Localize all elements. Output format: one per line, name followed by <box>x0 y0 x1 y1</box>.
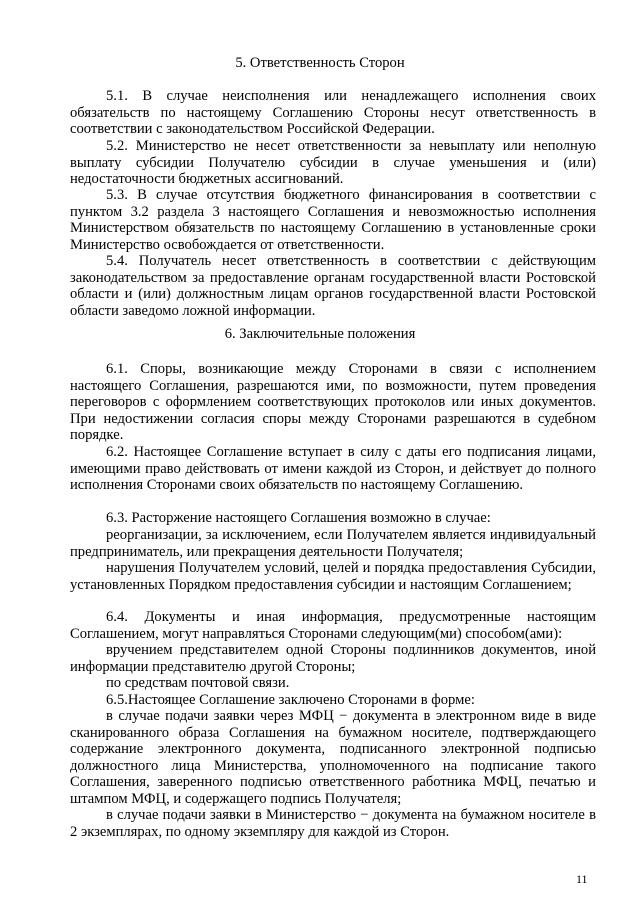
clause-6-4: 6.4. Документы и иная информация, предусмотренные настоящим Соглашением, могут направляться Сторонами следующим(ми) способом(ами): <box>70 609 596 642</box>
clause-5-1: 5.1. В случае неисполнения или ненадлежащего исполнения своих обязательств по настоящему Соглашению Стороны несут ответственность в соответствии с законодательством Российской Федерации. <box>70 88 596 137</box>
clause-6-5: 6.5.Настоящее Соглашение заключено Сторонами в форме: <box>106 692 475 708</box>
clause-6-1: 6.1. Споры, возникающие между Сторонами в связи с исполнением настоящего Соглашения, разрешаются ими, по возможности, путем проведения переговоров с оформлением соответствующих протоколов или иных документов. При недостижении согласия споры между Сторонами разрешаются в судебном порядке. <box>70 361 596 443</box>
clause-6-3: 6.3. Расторжение настоящего Соглашения возможно в случае: <box>106 510 491 526</box>
clause-6-2: 6.2. Настоящее Соглашение вступает в силу с даты его подписания лицами, имеющими право действовать от имени каждой из Сторон, и действует до полного исполнения Сторонами своих обязательств по настоящему Соглашению. <box>70 444 596 493</box>
section-5-heading: 5. Ответственность Сторон <box>235 55 405 71</box>
page-number: 11 <box>576 872 588 886</box>
clause-6-5-item-mfc: в случае подачи заявки через МФЦ − документа в электронном виде в виде сканированного образа Соглашения на бумажном носителе, подтверждающего содержание электронного документа, подписанного электронной подписью должностного лица Министерства, уполномоченного на подписание такого Соглашения, заверенного подписью ответственного работника МФЦ, печатью и штампом МФЦ, и содержащего подпись Получателя; <box>70 708 596 807</box>
clause-5-3: 5.3. В случае отсутствия бюджетного финансирования в соответствии с пунктом 3.2 раздела 3 настоящего Соглашения и невозможностью исполнения Министерством обязательств по настоящему Соглашению в установленные сроки Министерство освобождается от ответственности. <box>70 187 596 253</box>
clause-5-4: 5.4. Получатель несет ответственность в соответствии с действующим законодательством за предоставление органам государственной власти Ростовской области и (или) должностным лицам органов государственной власти Ростовской области заведомо ложной информации. <box>70 253 596 319</box>
clause-6-3-item-violation: нарушения Получателем условий, целей и порядка предоставления Субсидии, установленных Порядком предоставления субсидии и настоящим Соглашением; <box>70 560 596 593</box>
clause-6-4-item-post: по средствам почтовой связи. <box>106 675 290 691</box>
section-6-heading: 6. Заключительные положения <box>224 326 416 342</box>
clause-5-2: 5.2. Министерство не несет ответственности за невыплату или неполную выплату субсидии Получателю субсидии в случае уменьшения и (или) недостаточности бюджетных ассигнований. <box>70 138 596 187</box>
clause-6-4-item-delivery: вручением представителем одной Стороны подлинников документов, иной информации представителю другой Стороны; <box>70 642 596 675</box>
clause-6-3-item-reorganization: реорганизации, за исключением, если Получателем является индивидуальный предприниматель, или прекращения деятельности Получателя; <box>70 527 596 560</box>
clause-6-5-item-ministry: в случае подачи заявки в Министерство − документа на бумажном носителе в 2 экземплярах, по одному экземпляру для каждой из Сторон. <box>70 807 596 840</box>
